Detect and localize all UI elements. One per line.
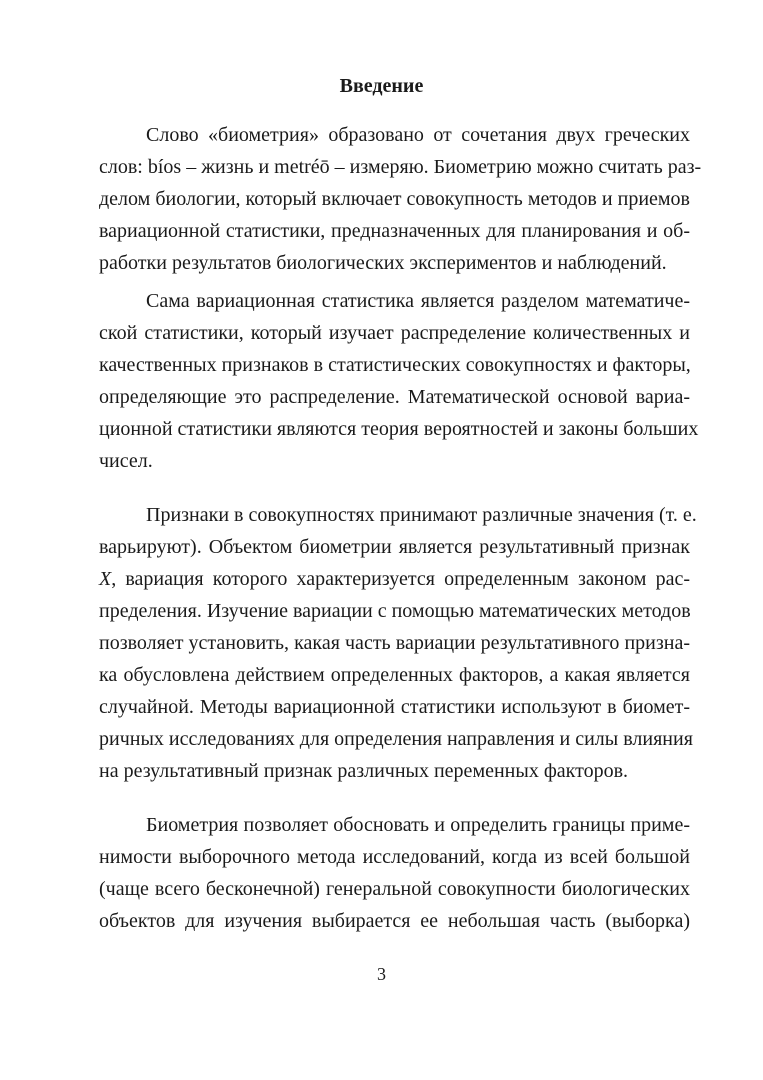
paragraph-4-line: (чаще всего бесконечной) генеральной совокупности биологических — [99, 878, 690, 900]
paragraph-2-line: определяющие это распределение. Математической основой вариа- — [99, 386, 690, 408]
paragraph-3-line: ка обусловлена действием определенных факторов, а какая является — [99, 664, 690, 686]
paragraph-2-line: ской статистики, который изучает распределение количественных и — [99, 322, 690, 344]
paragraph-3-line: ричных исследованиях для определения направления и силы влияния — [99, 728, 693, 750]
paragraph-1-line: слов: bíos – жизнь и metréō – измеряю. Биометрию можно считать раз- — [99, 156, 702, 178]
paragraph-3-line: X, вариация которого характеризуется определенным законом рас- — [99, 568, 690, 590]
paragraph-1-line: вариационной статистики, предназначенных для планирования и об- — [99, 220, 690, 242]
paragraph-1-line: работки результатов биологических экспериментов и наблюдений. — [99, 252, 667, 274]
paragraph-2-line: качественных признаков в статистических совокупностях и факторы, — [99, 354, 691, 376]
paragraph-3-line: пределения. Изучение вариации с помощью математических методов — [99, 600, 691, 622]
paragraph-1-line: Слово «биометрия» образовано от сочетания двух греческих — [146, 124, 690, 146]
paragraph-2-line: ционной статистики являются теория вероятностей и законы больших — [99, 418, 699, 440]
paragraph-2-line: Сама вариационная статистика является разделом математиче- — [146, 290, 690, 312]
paragraph-3-line: на результативный признак различных переменных факторов. — [99, 760, 629, 782]
paragraph-1-line: делом биологии, который включает совокупность методов и приемов — [99, 188, 690, 210]
paragraph-3-line: позволяет установить, какая часть вариации результативного призна- — [99, 632, 690, 654]
paragraph-3-line: Признаки в совокупностях принимают различные значения (т. е. — [146, 504, 697, 526]
paragraph-4-line: объектов для изучения выбирается ее небольшая часть (выборка) — [99, 910, 690, 932]
paragraph-4-line: Биометрия позволяет обосновать и определить границы приме- — [146, 814, 690, 836]
paragraph-3-line: случайной. Методы вариационной статистики используют в биомет- — [99, 696, 690, 718]
paragraph-3-line: варьируют). Объектом биометрии является результативный признак — [99, 536, 690, 558]
page-title: Введение — [339, 75, 424, 97]
variable-x: X — [99, 568, 112, 590]
paragraph-4-line: нимости выборочного метода исследований, когда из всей большой — [99, 846, 690, 868]
page-number: 3 — [377, 964, 386, 984]
paragraph-2-line: чисел. — [99, 450, 153, 472]
